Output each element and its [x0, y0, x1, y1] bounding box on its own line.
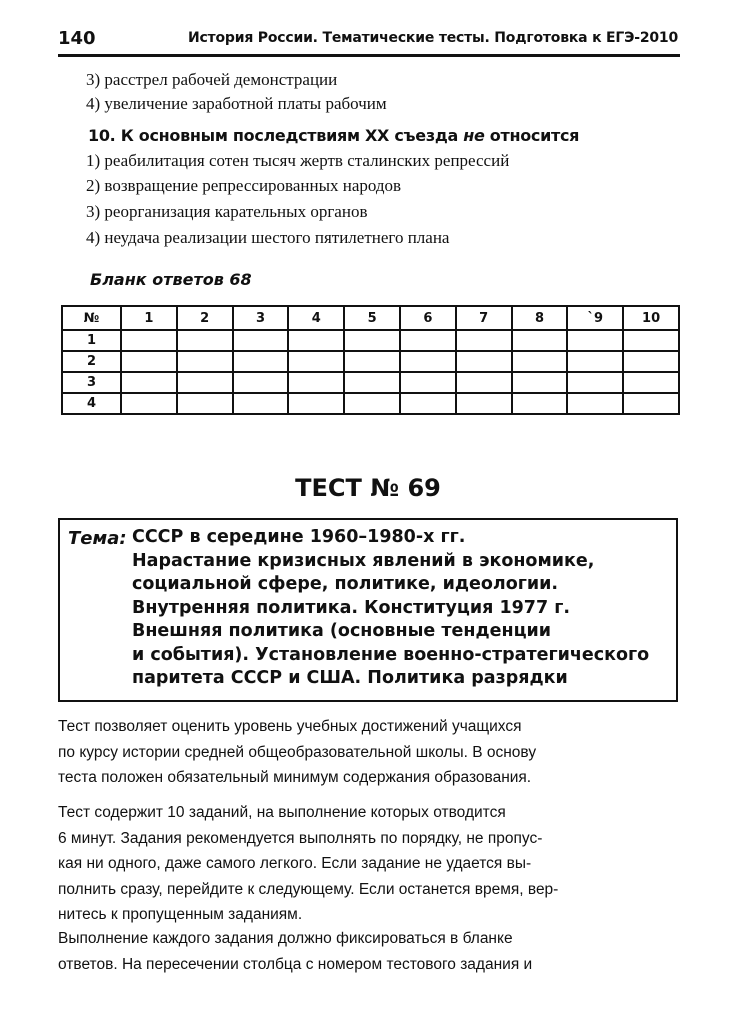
row-number: 4 — [62, 393, 121, 414]
answer-cell[interactable] — [400, 393, 456, 414]
instructions-paragraph — [58, 800, 680, 928]
page-header — [58, 24, 680, 57]
answer-cell[interactable] — [233, 372, 289, 393]
page-number: 140 — [58, 28, 96, 49]
question-10-suffix: относится — [484, 126, 580, 145]
answer-option: 2) возвращение репрессированных народов — [86, 176, 402, 195]
answer-cell[interactable] — [177, 351, 233, 372]
answer-cell[interactable] — [344, 393, 400, 414]
theme-line: паритета СССР и США. Политика разрядки — [132, 668, 568, 688]
answer-cell[interactable] — [121, 372, 177, 393]
question-10-heading — [88, 126, 579, 145]
answer-cell[interactable] — [344, 351, 400, 372]
answer-cell[interactable] — [344, 330, 400, 351]
row-number: 2 — [62, 351, 121, 372]
answer-cell[interactable] — [567, 330, 623, 351]
answer-cell[interactable] — [177, 330, 233, 351]
header-cell: 4 — [288, 306, 344, 330]
answer-cell[interactable] — [623, 330, 679, 351]
header-cell: 10 — [623, 306, 679, 330]
paragraph-line: Тест содержит 10 заданий, на выполнение которых отводится — [58, 804, 506, 821]
test-title: ТЕСТ № 69 — [295, 474, 441, 502]
answer-cell[interactable] — [233, 351, 289, 372]
header-cell: № — [62, 306, 121, 330]
paragraph-line: Тест позволяет оценить уровень учебных достижений учащихся — [58, 718, 522, 735]
answer-cell[interactable] — [121, 351, 177, 372]
header-cell: 7 — [456, 306, 512, 330]
answer-cell[interactable] — [400, 351, 456, 372]
answer-cell[interactable] — [121, 393, 177, 414]
header-cell: 1 — [121, 306, 177, 330]
answer-cell[interactable] — [456, 372, 512, 393]
answer-cell[interactable] — [344, 372, 400, 393]
answer-cell[interactable] — [623, 393, 679, 414]
answer-cell[interactable] — [177, 372, 233, 393]
prev-option: 3) расстрел рабочей демонстрации — [86, 70, 338, 89]
answer-cell[interactable] — [288, 372, 344, 393]
header-cell: 2 — [177, 306, 233, 330]
answers-paragraph — [58, 926, 680, 977]
row-number: 1 — [62, 330, 121, 351]
table-header-row — [62, 306, 679, 330]
header-cell: 5 — [344, 306, 400, 330]
table-row — [62, 330, 679, 351]
paragraph-line: по курсу истории средней общеобразовательной школы. В основу — [58, 743, 537, 761]
prev-option: 4) увеличение заработной платы рабочим — [86, 94, 387, 113]
answer-cell[interactable] — [623, 372, 679, 393]
theme-line: Внутренняя политика. Конституция 1977 г. — [132, 597, 571, 618]
header-cell: `9 — [567, 306, 623, 330]
answer-cell[interactable] — [623, 351, 679, 372]
answer-cell[interactable] — [400, 372, 456, 393]
header-cell: 8 — [512, 306, 568, 330]
answer-cell[interactable] — [456, 351, 512, 372]
question-10-emphasis: не — [463, 126, 485, 145]
theme-line: и события). Установление военно-стратегического — [132, 644, 650, 665]
answer-cell[interactable] — [512, 393, 568, 414]
paragraph-line: Выполнение каждого задания должно фиксироваться в бланке — [58, 930, 513, 947]
answer-cell[interactable] — [288, 393, 344, 414]
answer-cell[interactable] — [512, 351, 568, 372]
paragraph-line: кая ни одного, даже самого легкого. Если задание не удается вы- — [58, 855, 532, 872]
answer-option: 4) неудача реализации шестого пятилетнего плана — [86, 228, 450, 247]
theme-label: Тема: — [68, 528, 127, 549]
answer-cell[interactable] — [288, 330, 344, 351]
answer-option: 3) реорганизация карательных органов — [86, 202, 368, 221]
theme-line: Нарастание кризисных явлений в экономике, — [132, 550, 595, 571]
theme-box — [58, 518, 678, 702]
row-number: 3 — [62, 372, 121, 393]
table-row — [62, 372, 679, 393]
header-cell: 3 — [233, 306, 289, 330]
answer-option: 1) реабилитация сотен тысяч жертв сталинских репрессий — [86, 151, 510, 170]
answer-cell[interactable] — [233, 393, 289, 414]
answer-cell[interactable] — [567, 372, 623, 393]
question-10-prefix: 10. К основным последствиям XX съезда — [88, 126, 464, 145]
answer-cell[interactable] — [567, 393, 623, 414]
answer-sheet-table — [61, 305, 680, 415]
paragraph-line: нитесь к пропущенным заданиям. — [58, 906, 303, 923]
answer-sheet-title: Бланк ответов 68 — [90, 270, 252, 289]
answer-cell[interactable] — [456, 330, 512, 351]
answer-cell[interactable] — [400, 330, 456, 351]
answer-cell[interactable] — [233, 330, 289, 351]
answer-cell[interactable] — [512, 372, 568, 393]
answer-cell[interactable] — [288, 351, 344, 372]
intro-paragraph — [58, 714, 680, 791]
answer-cell[interactable] — [512, 330, 568, 351]
theme-text — [132, 526, 672, 691]
answer-cell[interactable] — [177, 393, 233, 414]
answer-cell[interactable] — [567, 351, 623, 372]
answer-cell[interactable] — [456, 393, 512, 414]
table-row — [62, 351, 679, 372]
header-cell: 6 — [400, 306, 456, 330]
table-row — [62, 393, 679, 414]
theme-line: Внешняя политика (основные тенденции — [132, 621, 552, 641]
paragraph-line: ответов. На пересечении столбца с номером тестового задания и — [58, 955, 533, 973]
theme-line: СССР в середине 1960–1980-х гг. — [132, 527, 466, 547]
answer-cell[interactable] — [121, 330, 177, 351]
running-title: История России. Тематические тесты. Подготовка к ЕГЭ-2010 — [187, 30, 678, 46]
paragraph-line: 6 минут. Задания рекомендуется выполнять по порядку, не пропус- — [58, 829, 543, 847]
paragraph-line: теста положен обязательный минимум содержания образования. — [58, 769, 532, 786]
theme-line: социальной сфере, политике, идеологии. — [132, 574, 559, 594]
paragraph-line: полнить сразу, перейдите к следующему. Если останется время, вер- — [58, 880, 559, 898]
